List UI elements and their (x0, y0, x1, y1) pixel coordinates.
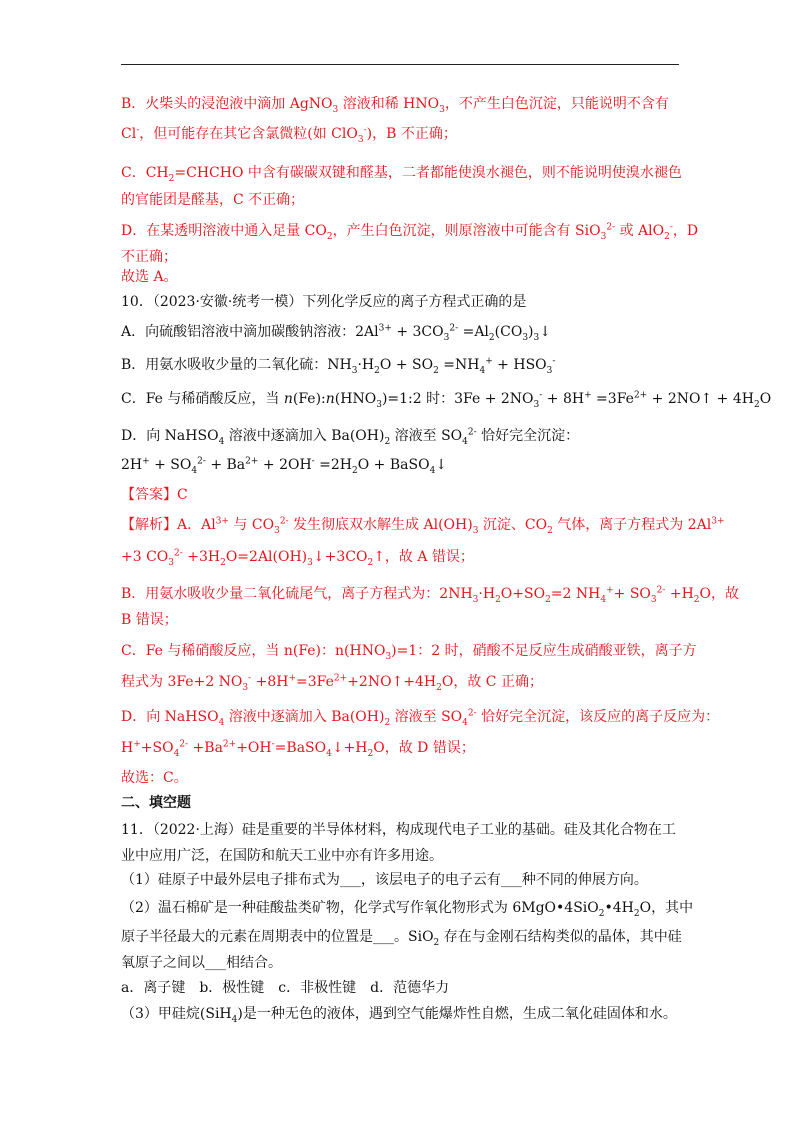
text-line: B．用氨水吸收少量二氧化硫尾气，离子方程式为：$2NH_3\cdot H_2O+SO_2=2$ $NH_4^++ SO_3^{2-} +H_2O$，故 (121, 585, 740, 605)
text-line: +3 $CO_3^{2-}$ $+3H_2O=2Al(OH)_3↓+3CO_2↑$，故 A 错误； (121, 548, 474, 568)
text-line: 程式为 3Fe+2 $NO_3^-$ $+8H^+=3Fe^{2+}+2NO↑+4H_2O$，故 C 正确； (121, 673, 543, 693)
text-line: 不正确； (121, 249, 177, 265)
text-line: 故选：C。 (121, 770, 188, 786)
text-line: （1）硅原子中最外层电子排布式为___，该层电子的电子云有___种不同的伸展方向。 (121, 872, 648, 888)
text-line: C．Fe 与稀硝酸反应，当 $n(Fe):n(HNO_3)=1:2$ 时：$3Fe + 2NO_3^- + 8H^+ =3Fe^{2+}$ + 2NO↑ + $4H_2O$ (121, 390, 772, 410)
text-line: （3）甲硅烷(SiH$_4$)是一种无色的液体，遇到空气能爆炸性自燃，生成二氧化硅固体和水。 (121, 1006, 677, 1025)
text-line: 原子半径最大的元素在周期表中的位置是___。SiO$_2$ 存在与金刚石结构类似的晶体，其中硅 (121, 929, 682, 948)
text-line: 的官能团是醛基，C 不正确； (121, 192, 305, 208)
text-line: C．Fe 与稀硝酸反应，当 n(Fe)：$n(HNO_3)=1$：2 时，硝酸不足反应生成硝酸亚铁，离子方 (121, 643, 697, 662)
text-line: B．用氨水吸收少量的二氧化硫：$NH_3\cdot H_2O + SO_2 =NH_4^+ + HSO_3^-$ (121, 356, 556, 376)
text-line: 11．（2022·上海）硅是重要的半导体材料，构成现代电子工业的基础。硅及其化合物在工 (121, 822, 676, 838)
text-line: D．在某透明溶液中通入足量 $CO_2$，产生白色沉淀，则原溶液中可能含有 SiO$_3^{2-}$ 或 AlO$_2$-，D (121, 222, 699, 242)
text-line: A．向硫酸铝溶液中滴加碳酸钠溶液：$2Al^{3+} + 3CO_3^{2-}$ $=Al_2(CO_3)_3↓$ (121, 323, 551, 343)
text-line: B 错误； (121, 612, 178, 628)
text-line: D．向 NaHSO$_4$ 溶液中逐滴加入 $Ba(OH)_2$ 溶液至 $SO_4^{2-}$ 恰好完全沉淀： (121, 427, 580, 447)
text-line: a．离子键 b．极性键 c．非极性键 d．范德华力 (121, 980, 450, 996)
text-line: D．向 NaHSO$_4$ 溶液中逐滴加入 $Ba(OH)_2$ 溶液至 $SO_4^{2-}$ 恰好完全沉淀，该反应的离子反应为： (121, 708, 720, 728)
text-line: 故选 A。 (121, 269, 178, 285)
text-line: 【答案】C (121, 487, 188, 503)
text-line: $H^++SO_4^{2-}$ $+Ba^{2+}+OH^-=BaSO_4↓+H_2O$，故 D 错误； (121, 739, 475, 759)
text-line: $2H^+ + SO_4^{2-} + Ba^{2+} + 2OH^- =2H_2O$ + BaSO$_4$↓ (121, 456, 448, 476)
text-line: 二、填空题 (121, 795, 191, 811)
text-line: C．$CH_2=CHCHO$ 中含有碳碳双键和醛基，二者都能使溴水褪色，则不能说明使溴水褪色 (121, 165, 682, 184)
text-line: 【解析】A．$Al^{3+}$ 与 $CO_3^{2-}$ 发生彻底双水解生成 $Al(OH)_3$ 沉淀、$CO_2$ 气体，离子方程式为 $2Al^{3+}$ (121, 516, 725, 536)
text-line: B．火柴头的浸泡液中滴加 AgNO$_3$ 溶液和稀 $HNO_3$，不产生白色沉淀，只能说明不含有 (121, 96, 669, 115)
text-line: 业中应用广泛，在国防和航天工业中亦有许多用途。 (121, 848, 443, 864)
text-line: Cl-，但可能存在其它含氯微粒(如 ClO$_3$-)，B 不正确； (121, 125, 457, 145)
text-line: 氧原子之间以___相结合。 (121, 955, 282, 971)
header-rule (121, 64, 679, 65)
text-line: （2）温石棉矿是一种硅酸盐类矿物，化学式写作氧化物形式为 $6MgO•4SiO_2•4H_2O$，其中 (121, 900, 694, 919)
text-line: 10．（2023·安徽·统考一模）下列化学反应的离子方程式正确的是 (121, 294, 527, 310)
